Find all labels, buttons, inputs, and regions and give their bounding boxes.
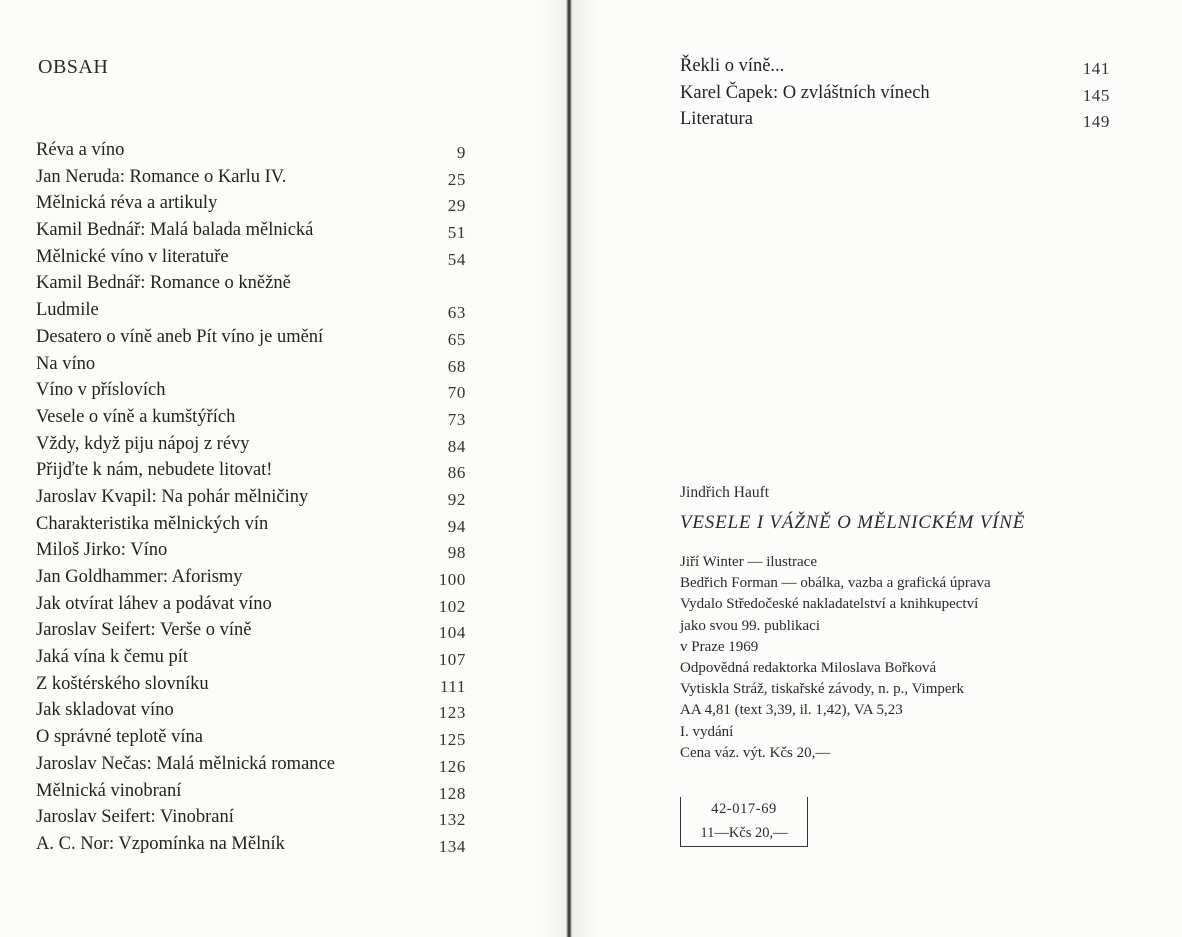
toc-entry [36, 511, 466, 538]
toc-entry-page: 98 [447, 543, 466, 563]
book-title: VESELE I VÁŽNĚ O MĚLNICKÉM VÍNĚ [680, 512, 1026, 533]
toc-entry [36, 431, 466, 458]
imprint-line: Odpovědná redaktorka Miloslava Bořková [680, 659, 937, 676]
toc-entry [36, 324, 466, 351]
toc-entry [36, 244, 466, 271]
toc-entry-page: 107 [438, 650, 466, 670]
toc-entry-title: Vesele o víně a kumštýřích [36, 406, 236, 427]
toc-entry [36, 537, 466, 564]
gutter-shadow-left [540, 0, 566, 937]
toc-entry-page: 132 [438, 810, 466, 830]
toc-entry-title: Vždy, když piju nápoj z révy [36, 433, 250, 454]
toc-entry-page: 51 [447, 223, 466, 243]
toc-entry [36, 164, 466, 191]
toc-entry-title: Ludmile [36, 300, 99, 321]
toc-entry-title: Jaroslav Kvapil: Na pohár mělničiny [36, 486, 309, 507]
price-box-code: 42-017-69 [711, 801, 777, 817]
toc-entry-title: O správné teplotě vína [36, 727, 203, 748]
imprint-line: Vydalo Středočeské nakladatelství a knihkupectví [680, 596, 979, 613]
toc-entry-page: 54 [447, 249, 466, 269]
toc-entry [680, 80, 1110, 107]
toc-entry-title: Z koštérského slovníku [36, 673, 209, 694]
toc-entry-page: 125 [438, 730, 466, 750]
toc-entry [36, 217, 466, 244]
toc-entry [36, 484, 466, 511]
imprint-line: I. vydání [680, 723, 734, 740]
imprint-line: Jiří Winter — ilustrace [680, 554, 817, 570]
toc-entry-page: 29 [447, 196, 466, 216]
toc-entry [36, 377, 466, 404]
toc-entry-title: Jaroslav Seifert: Verše o víně [36, 620, 252, 641]
toc-entry-title: Jan Goldhammer: Aforismy [36, 567, 243, 587]
toc-entry [36, 804, 466, 831]
toc-entry-title: Desatero o víně aneb Pít víno je umění [36, 326, 324, 347]
toc-entry-page: 25 [447, 169, 466, 189]
toc-entry [36, 457, 466, 484]
toc-entry-title: Jaká vína k čemu pít [36, 647, 189, 668]
toc-entry-page: 145 [1082, 85, 1110, 105]
toc-entry-title: Jak skladovat víno [36, 700, 174, 721]
toc-entry [36, 137, 466, 164]
toc-entry [680, 53, 1110, 80]
toc-entry-title: A. C. Nor: Vzpomínka na Mělník [36, 833, 285, 854]
toc-entry [36, 831, 466, 858]
toc-entry-title: Karel Čapek: O zvláštních vínech [680, 82, 930, 103]
toc-entry-page: 9 [456, 143, 466, 162]
toc-entry-page: 92 [447, 489, 466, 509]
price-box [680, 797, 808, 847]
toc-entry [36, 724, 466, 751]
toc-entry-page: 126 [438, 756, 466, 776]
right-page [572, 0, 1182, 937]
toc-entry-page: 111 [439, 676, 466, 696]
toc-entry-title: Mělnická réva a artikuly [36, 193, 218, 214]
toc-entry-page: 73 [447, 409, 466, 429]
toc-entry-page: 149 [1082, 112, 1110, 132]
toc-entry-page: 128 [438, 783, 466, 803]
toc-entry-title: Na víno [36, 353, 96, 374]
author-name: Jindřich Hauft [680, 484, 770, 501]
imprint-line: v Praze 1969 [680, 638, 759, 655]
toc-list-left [36, 137, 466, 858]
toc-entry-page: 104 [438, 623, 466, 643]
toc-entry [36, 190, 466, 217]
toc-entry-title: Přijďte k nám, nebudete litovat! [36, 460, 273, 481]
toc-entry [36, 644, 466, 671]
toc-entry [36, 778, 466, 805]
toc-entry-title: Miloš Jirko: Víno [36, 540, 168, 561]
book-gutter [566, 0, 572, 937]
toc-entry-title: Literatura [680, 109, 753, 130]
toc-entry-page: 84 [447, 436, 466, 456]
toc-entry-title: Jan Neruda: Romance o Karlu IV. [36, 166, 287, 187]
toc-entry [36, 297, 466, 324]
toc-entry [680, 106, 1110, 133]
price-box-price: 11—Kčs 20,— [700, 825, 788, 841]
toc-entry-page: 86 [447, 463, 466, 483]
toc-entry [36, 617, 466, 644]
toc-entry-title: Charakteristika mělnických vín [36, 513, 269, 534]
toc-entry-title: Mělnické víno v literatuře [36, 246, 229, 267]
toc-entry-page: 134 [438, 836, 466, 856]
toc-entry-page: 102 [438, 596, 466, 616]
toc-entry [36, 351, 466, 378]
toc-entry [36, 404, 466, 431]
toc-entry-title: Kamil Bednář: Romance o kněžně [36, 273, 291, 294]
toc-entry [36, 751, 466, 778]
imprint-block [680, 552, 1120, 764]
toc-entry-page: 100 [438, 570, 466, 589]
toc-entry [36, 671, 466, 698]
imprint-line: Cena váz. výt. Kčs 20,— [680, 744, 831, 761]
toc-entry-title: Víno v příslovích [36, 380, 166, 401]
toc-entry-title: Jaroslav Nečas: Malá mělnická romance [36, 753, 335, 774]
imprint-line: Bedřich Forman — obálka, vazba a grafická úprava [680, 575, 991, 592]
toc-entry-page: 63 [447, 303, 466, 323]
toc-entry-title: Jaroslav Seifert: Vinobraní [36, 807, 234, 828]
toc-list-right [680, 53, 1110, 133]
toc-entry [36, 591, 466, 618]
toc-entry-page: 68 [447, 356, 466, 376]
gutter-shadow-right [572, 0, 602, 937]
imprint-line: jako svou 99. publikaci [680, 617, 820, 634]
toc-entry-title: Mělnická vinobraní [36, 780, 182, 801]
toc-entry-title: Réva a víno [36, 140, 125, 160]
toc-entry-page: 65 [447, 329, 466, 349]
toc-entry-page: 94 [447, 516, 466, 536]
toc-entry [36, 270, 466, 297]
toc-entry-title: Kamil Bednář: Malá balada mělnická [36, 220, 314, 241]
toc-entry [36, 564, 466, 591]
imprint-line: AA 4,81 (text 3,39, il. 1,42), VA 5,23 [680, 702, 903, 719]
toc-entry-page: 141 [1082, 59, 1110, 78]
toc-entry-page: 123 [438, 703, 466, 723]
toc-entry-title: Řekli o víně... [680, 56, 785, 76]
toc-entry [36, 697, 466, 724]
toc-entry-page: 70 [447, 383, 466, 403]
imprint-line: Vytiskla Stráž, tiskařské závody, n. p., Vimperk [680, 681, 965, 698]
toc-heading: OBSAH [38, 56, 109, 78]
toc-entry-title: Jak otvírat láhev a podávat víno [36, 593, 272, 614]
